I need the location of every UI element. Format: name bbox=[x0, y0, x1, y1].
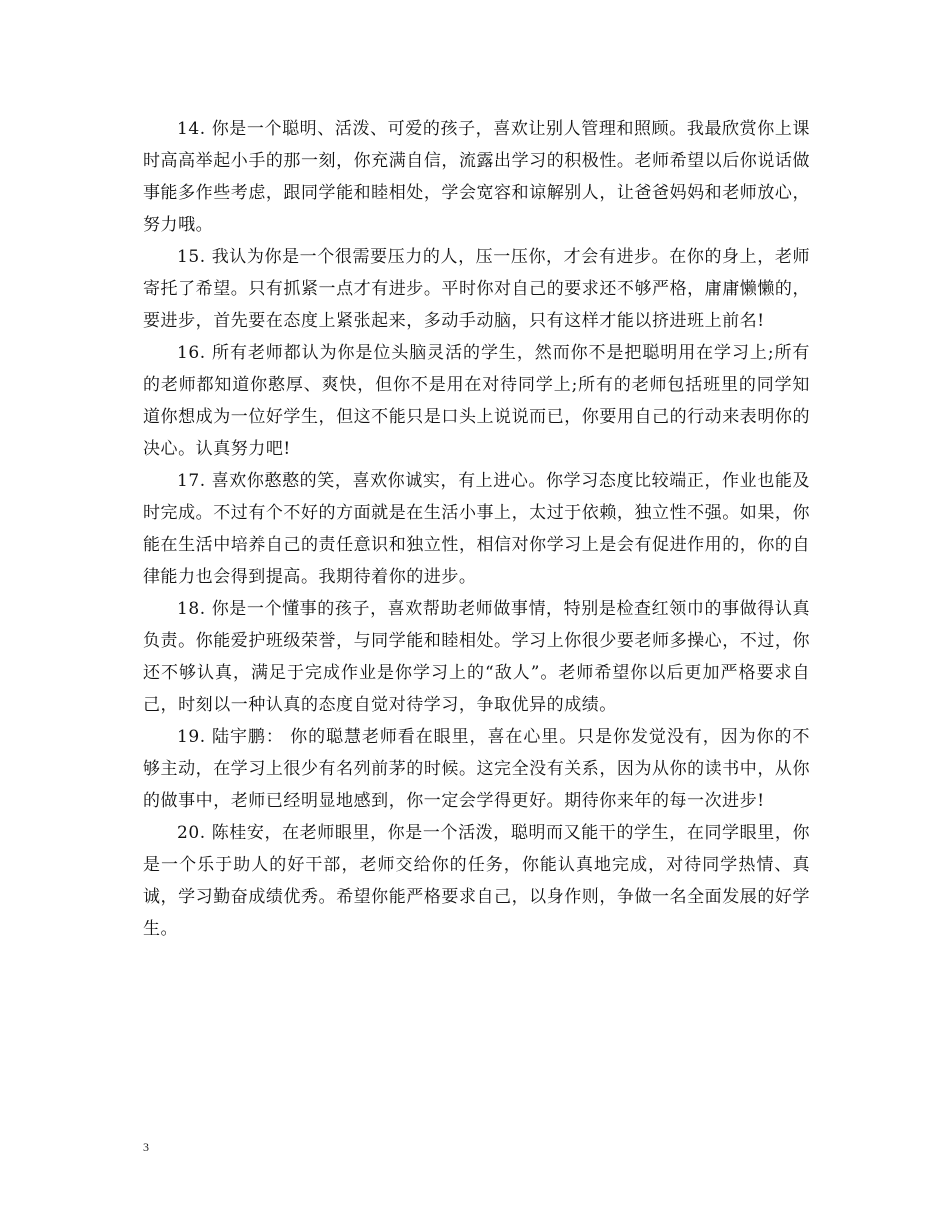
comment-paragraph-17: 17. 喜欢你憨憨的笑，喜欢你诚实，有上进心。你学习态度比较端正，作业也能及时完成。不过有个不好的方面就是在生活小事上，太过于依赖，独立性不强。如果，你能在生活中培养自己的责任意识和独立性，相信对你学习上是会有促进作用的，你的自律能力也会得到提高。我期待着你的进步。 bbox=[143, 471, 810, 587]
comment-paragraph-15: 15. 我认为你是一个很需要压力的人，压一压你，才会有进步。在你的身上，老师寄托了希望。只有抓紧一点才有进步。平时你对自己的要求还不够严格，庸庸懒懒的，要进步，首先要在态度上紧张起来，多动手动脑，只有这样才能以挤进班上前名! bbox=[143, 247, 810, 331]
comment-paragraph-16: 16. 所有老师都认为你是位头脑灵活的学生，然而你不是把聪明用在学习上;所有的老师都知道你憨厚、爽快，但你不是用在对待同学上;所有的老师包括班里的同学知道你想成为一位好学生，但这不能只是口头上说说而已，你要用自己的行动来表明你的决心。认真努力吧! bbox=[143, 343, 810, 459]
page-body bbox=[143, 113, 810, 945]
comment-paragraph-19: 19. 陆宇鹏： 你的聪慧老师看在眼里，喜在心里。只是你发觉没有，因为你的不够主动，在学习上很少有名列前茅的时候。这完全没有关系，因为从你的读书中，从你的做事中，老师已经明显地感到，你一定会学得更好。期待你来年的每一次进步! bbox=[143, 727, 810, 811]
comment-paragraph-18: 18. 你是一个懂事的孩子，喜欢帮助老师做事情，特别是检查红领巾的事做得认真负责。你能爱护班级荣誉，与同学能和睦相处。学习上你很少要老师多操心，不过，你还不够认真，满足于完成作业是你学习上的“敌人”。老师希望你以后更加严格要求自己，时刻以一种认真的态度自觉对待学习，争取优异的成绩。 bbox=[143, 599, 810, 715]
comment-paragraph-20: 20. 陈桂安，在老师眼里，你是一个活泼，聪明而又能干的学生，在同学眼里，你是一个乐于助人的好干部，老师交给你的任务，你能认真地完成，对待同学热情、真诚，学习勤奋成绩优秀。希望你能严格要求自己，以身作则，争做一名全面发展的好学生。 bbox=[143, 823, 810, 939]
page-number: 3 bbox=[143, 1140, 149, 1154]
comment-paragraph-14: 14. 你是一个聪明、活泼、可爱的孩子，喜欢让别人管理和照顾。我最欣赏你上课时高高举起小手的那一刻，你充满自信，流露出学习的积极性。老师希望以后你说话做事能多作些考虑，跟同学能和睦相处，学会宽容和谅解别人，让爸爸妈妈和老师放心，努力哦。 bbox=[143, 119, 810, 235]
